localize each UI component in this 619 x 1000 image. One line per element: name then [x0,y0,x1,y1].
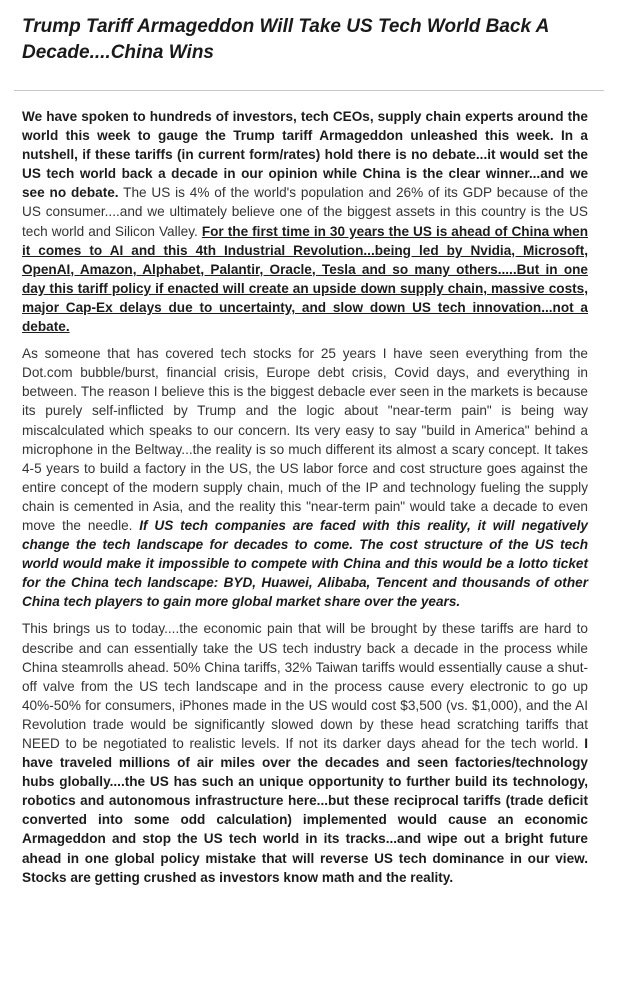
p2-bold-italic-text: If US tech companies are faced with this reality, it will negatively change the tech landscape for decades to come. The cost structure of the US tech world would make it impossible to compete with China and this would be a lotto ticket for the China tech landscape: BYD, Huawei, Alibaba, Tencent and thousands of other China tech players to gain more global market share over the years. [22,517,588,610]
article-body [22,107,588,895]
article-title: Trump Tariff Armageddon Will Take US Tech World Back A Decade....China Wins [22,16,549,63]
paragraph-2 [22,344,588,611]
p1-underlined-text: For the first time in 30 years the US is ahead of China when it comes to AI and this 4th Industrial Revolution...being led by Nvidia, Microsoft, OpenAI, Amazon, Alphabet, Palantir, Oracle, Tesla and so many others.....But in one day this tariff policy if enacted will create an upside down supply chain, massive costs, major Cap-Ex delays due to uncertainty, and slow down US tech innovation...not a debate. [22,223,588,335]
p3-bold-text: I have traveled millions of air miles over the decades and seen factories/technology hubs globally....the US has such an unique opportunity to further build its technology, robotics and autonomous infrastructure here...but these reciprocal tariffs (trade deficit converted into some odd calculation) implemented would cause an economic Armageddon and stop the US tech world in its tracks...and wipe out a bright future ahead in one global policy mistake that will reverse US tech dominance in our view. Stocks are getting crushed as investors know math and the reality. [22,736,588,885]
p1-plain-text: The US is 4% of the world's population and 26% of its GDP because of the US consumer....and we ultimately believe one of the biggest assets in this country is the US tech world and Silicon Valley. [22,185,588,239]
p1-bold-text: We have spoken to hundreds of investors, tech CEOs, supply chain experts around the world this week to gauge the Trump tariff Armageddon unleashed this week. In a nutshell, if these tariffs (in current form/rates) hold there is no debate...it would set the US tech world back a decade in our opinion while China is the clear winner...and we see no debate. [22,109,588,201]
p3-plain-text: This brings us to today....the economic pain that will be brought by these tariffs are hard to describe and can essentially take the US tech industry back a decade in the process while China steamrolls ahead. 50% China tariffs, 32% Taiwan tariffs would essentially cause a shut-off valve from the US tech landscape and in the process cause every electronic to go up 40%-50% for consumers, iPhones made in the US would cost $3,500 (vs. $1,000), and the AI Revolution trade would be significantly slowed down by these head scratching tariffs that NEED to be negotiated to realistic levels. If not its darker days ahead for the tech world. [22,621,588,751]
paragraph-3 [22,619,588,886]
p2-plain-text: As someone that has covered tech stocks for 25 years I have seen everything from the Dot.com bubble/burst, financial crisis, Europe debt crisis, Covid days, and everything in between. The reason I believe this is the biggest debacle ever seen in the markets is because its purely self-inflicted by Trump and the logic about "near-term pain" is being way miscalculated which speaks to our concern. Its very easy to say "build in America" behind a microphone in the Beltway...the reality is so much different its almost a scary concept. It takes 4-5 years to build a factory in the US, the US labor force and cost structure goes against the entire concept of the modern supply chain, much of the IP and technology fueling the supply chain is cemented in Asia, and the reality this "near-term pain" would take a decade to even move the needle. [22,346,588,533]
title-divider [14,90,604,91]
paragraph-1 [22,107,588,336]
